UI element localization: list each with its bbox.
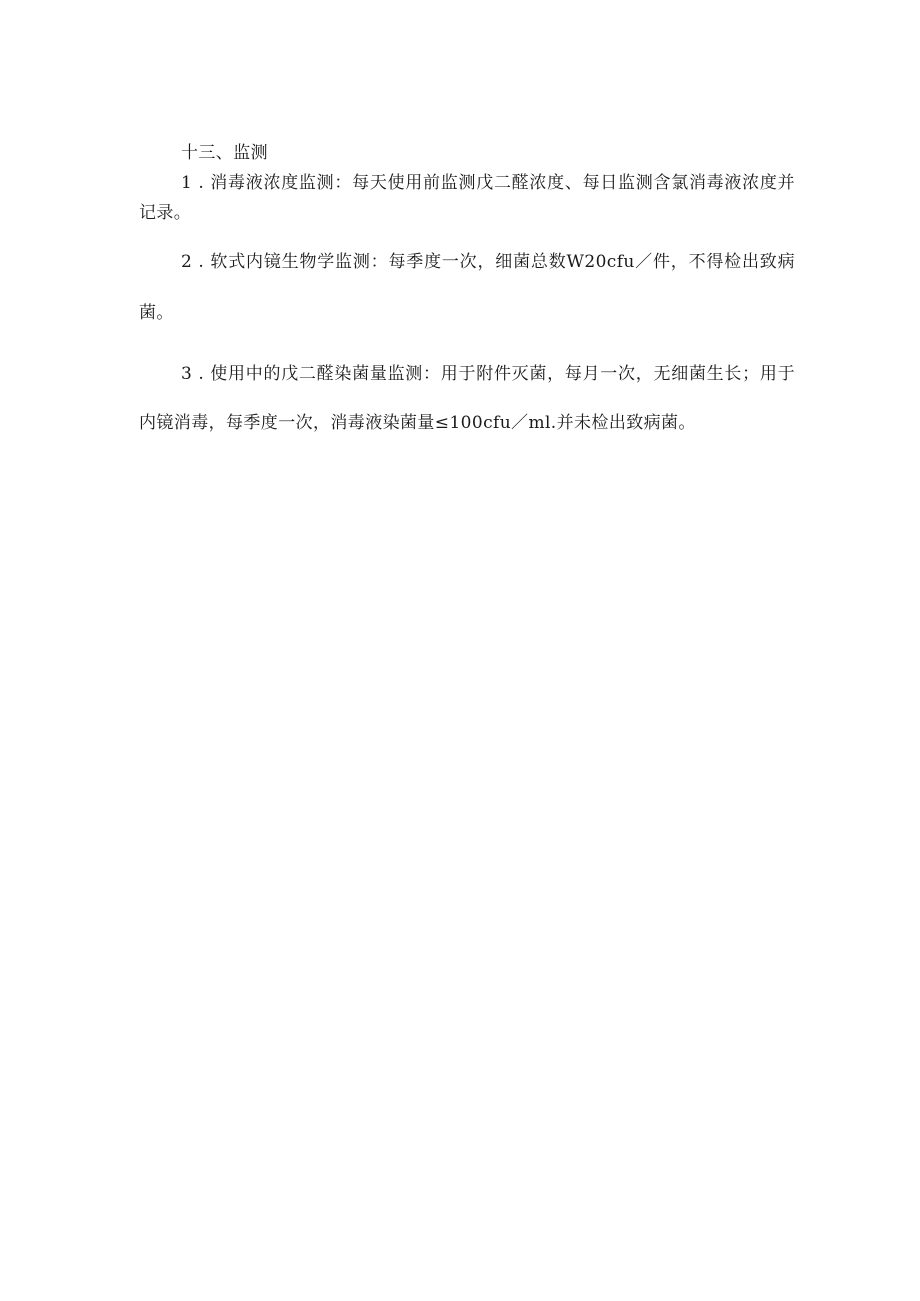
document-body: [139, 138, 795, 448]
paragraph-concentration-monitoring: 1 . 消毒液浓度监测：每天使用前监测戊二醛浓度、每日监测含氯消毒液浓度并记录。: [139, 173, 795, 223]
section-heading: 十三、监测: [181, 143, 268, 163]
paragraph-glutaraldehyde-contamination-monitoring: 3 . 使用中的戊二醛染菌量监测：用于附件灭菌，每月一次，无细菌生长；用于内镜消毒，每季度一次，消毒液染菌量≤100cfu／ml.并未检出致病菌。: [139, 364, 795, 433]
paragraph-endoscope-biological-monitoring: 2 . 软式内镜生物学监测：每季度一次，细菌总数W20cfu／件，不得检出致病菌。: [139, 252, 795, 323]
